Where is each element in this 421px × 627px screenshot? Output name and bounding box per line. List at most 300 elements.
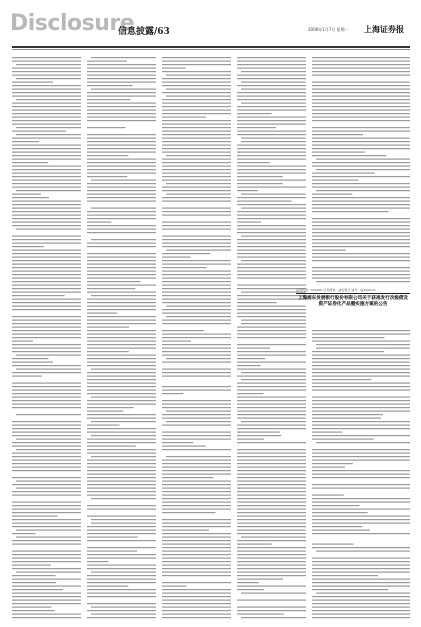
text-line <box>87 260 156 261</box>
text-line <box>312 85 410 86</box>
text-line <box>87 393 156 394</box>
text-line <box>312 372 410 373</box>
text-line <box>241 421 306 422</box>
text-line <box>87 575 156 576</box>
text-line <box>12 603 81 604</box>
text-line <box>162 589 231 590</box>
text-line <box>12 327 81 328</box>
text-line <box>87 551 137 552</box>
text-line <box>237 523 306 524</box>
text-line <box>16 355 81 356</box>
text-line <box>12 442 81 443</box>
text-line <box>237 456 306 457</box>
text-line <box>162 551 231 552</box>
text-line <box>12 246 44 247</box>
text-line <box>12 540 81 541</box>
text-line <box>12 456 81 457</box>
text-line <box>237 554 306 555</box>
text-line <box>237 442 306 443</box>
text-line <box>237 498 306 499</box>
text-line <box>237 166 306 167</box>
text-line <box>237 358 265 359</box>
text-line <box>87 64 156 65</box>
text-line <box>162 355 231 356</box>
text-line <box>87 414 156 415</box>
text-line <box>312 614 410 615</box>
text-line <box>241 617 306 618</box>
text-line <box>312 330 410 331</box>
text-line <box>87 320 156 321</box>
text-line <box>87 526 156 527</box>
text-line <box>162 78 231 79</box>
text-line <box>12 222 81 223</box>
text-line <box>312 351 384 352</box>
text-line <box>12 124 81 125</box>
text-line <box>312 418 381 419</box>
text-line <box>12 89 81 90</box>
text-line <box>162 323 231 324</box>
text-line <box>312 243 410 244</box>
text-line <box>312 173 375 174</box>
text-line <box>162 271 231 272</box>
text-line <box>87 306 156 307</box>
text-line <box>87 281 140 282</box>
text-line <box>162 309 231 310</box>
notice-rule <box>296 293 410 294</box>
text-line <box>237 561 306 562</box>
text-line <box>162 169 231 170</box>
text-line <box>312 68 410 69</box>
text-line <box>312 383 410 384</box>
text-line <box>312 407 410 408</box>
text-line <box>87 610 156 611</box>
text-lines <box>312 55 410 621</box>
text-line <box>316 281 410 282</box>
text-line <box>162 113 231 114</box>
text-line <box>12 526 81 527</box>
text-line <box>237 169 306 170</box>
text-line <box>237 180 306 181</box>
text-line <box>162 173 231 174</box>
text-line <box>166 306 231 307</box>
text-line <box>162 540 231 541</box>
text-line <box>237 460 306 461</box>
header-subrule <box>12 49 410 50</box>
text-line <box>87 365 156 366</box>
text-line <box>162 537 231 538</box>
text-line <box>162 330 204 331</box>
text-line <box>87 481 156 482</box>
text-line <box>312 603 410 604</box>
text-line <box>162 530 209 531</box>
text-line <box>162 607 231 608</box>
text-line <box>312 246 410 247</box>
text-line <box>12 113 81 114</box>
text-line <box>237 449 306 450</box>
text-line <box>312 432 342 433</box>
text-line <box>237 197 306 198</box>
text-line <box>12 348 81 349</box>
text-line <box>87 428 156 429</box>
text-lines <box>12 55 81 621</box>
text-line <box>162 610 231 611</box>
text-line <box>91 498 156 499</box>
text-line <box>237 257 306 258</box>
text-line <box>312 547 410 548</box>
text-line <box>312 439 374 440</box>
text-line <box>12 106 81 107</box>
text-line <box>162 572 231 573</box>
text-line <box>237 362 306 363</box>
text-line <box>312 589 388 590</box>
text-line <box>87 152 156 153</box>
text-line <box>162 225 231 226</box>
text-line <box>12 505 81 506</box>
text-line <box>312 505 359 506</box>
text-line <box>12 71 81 72</box>
text-line <box>237 155 306 156</box>
text-line <box>312 355 410 356</box>
text-line <box>237 586 306 587</box>
text-line <box>12 194 41 195</box>
text-line <box>312 600 410 601</box>
text-line <box>12 110 81 111</box>
text-line <box>87 449 156 450</box>
text-line <box>312 502 410 503</box>
text-line <box>312 470 410 471</box>
text-line <box>162 526 231 527</box>
text-line <box>237 267 306 268</box>
text-line <box>87 603 156 604</box>
text-line <box>312 397 410 398</box>
text-line <box>237 414 306 415</box>
text-line <box>91 572 156 573</box>
text-line <box>87 495 156 496</box>
text-line <box>162 162 231 163</box>
text-line <box>12 218 81 219</box>
text-line <box>312 477 410 478</box>
text-line <box>162 334 231 335</box>
text-line <box>162 523 231 524</box>
text-line <box>91 456 156 457</box>
text-line <box>12 432 81 433</box>
text-line <box>12 617 81 618</box>
text-line <box>312 453 410 454</box>
text-line <box>12 610 55 611</box>
text-line <box>87 218 156 219</box>
text-line <box>12 516 57 517</box>
text-line <box>162 547 231 548</box>
text-line <box>87 390 156 391</box>
text-line <box>162 439 231 440</box>
text-line <box>312 369 410 370</box>
text-line <box>312 376 410 377</box>
text-line <box>237 614 284 615</box>
text-line <box>16 530 81 531</box>
text-line <box>241 208 306 209</box>
text-line <box>312 89 410 90</box>
text-line <box>237 383 306 384</box>
text-line <box>87 411 123 412</box>
text-column-5 <box>312 55 410 621</box>
text-line <box>12 421 81 422</box>
text-line <box>87 582 156 583</box>
text-line <box>162 285 231 286</box>
text-line <box>237 344 306 345</box>
text-line <box>12 491 81 492</box>
text-line <box>162 498 231 499</box>
text-line <box>162 575 231 576</box>
text-line <box>312 211 389 212</box>
text-line <box>312 379 371 380</box>
text-line <box>12 582 56 583</box>
text-line <box>16 369 81 370</box>
text-line <box>12 253 81 254</box>
text-line <box>162 99 231 100</box>
text-line <box>87 407 134 408</box>
text-line <box>87 288 135 289</box>
text-lines <box>162 55 231 621</box>
text-line <box>237 369 306 370</box>
text-line <box>87 505 156 506</box>
text-line <box>162 152 231 153</box>
text-line <box>166 183 231 184</box>
text-line <box>162 509 231 510</box>
text-line <box>162 127 231 128</box>
text-line <box>91 435 156 436</box>
text-line <box>237 120 306 121</box>
text-line <box>312 208 410 209</box>
text-line <box>312 75 410 76</box>
text-line <box>12 187 81 188</box>
text-line <box>12 117 81 118</box>
text-line <box>312 341 410 342</box>
text-line <box>162 278 231 279</box>
text-line <box>162 281 231 282</box>
text-line <box>162 477 214 478</box>
text-line <box>312 386 410 387</box>
text-line <box>237 533 306 534</box>
text-line <box>162 558 231 559</box>
text-line <box>312 106 410 107</box>
text-line <box>237 92 306 93</box>
text-line <box>12 386 81 387</box>
text-line <box>162 201 231 202</box>
text-line <box>91 239 156 240</box>
text-line <box>237 411 306 412</box>
text-line <box>162 386 231 387</box>
text-line <box>237 250 306 251</box>
text-line <box>87 92 156 93</box>
text-line <box>162 208 231 209</box>
text-line <box>12 103 81 104</box>
text-line <box>237 68 306 69</box>
text-line <box>12 155 81 156</box>
text-line <box>87 75 156 76</box>
text-line <box>237 400 306 401</box>
text-line <box>16 449 81 450</box>
text-line <box>312 120 410 121</box>
text-line <box>12 243 81 244</box>
text-line <box>241 537 306 538</box>
text-line <box>87 509 156 510</box>
text-line <box>12 274 81 275</box>
text-line <box>162 544 231 545</box>
text-line <box>87 159 156 160</box>
text-line <box>12 390 81 391</box>
text-line <box>12 138 81 139</box>
text-line <box>312 201 410 202</box>
text-line <box>312 565 410 566</box>
text-line <box>87 148 156 149</box>
text-line <box>312 474 410 475</box>
text-line <box>312 425 410 426</box>
text-line <box>237 428 306 429</box>
text-line <box>87 253 156 254</box>
text-line <box>312 166 410 167</box>
brand-logo: Disclosure <box>10 11 135 36</box>
text-line <box>87 134 156 135</box>
text-line <box>162 442 193 443</box>
text-line <box>87 470 156 471</box>
newspaper-logo: 上海证券报 <box>364 24 404 34</box>
text-line <box>162 337 231 338</box>
text-line <box>87 197 156 198</box>
text-line <box>162 267 207 268</box>
text-line <box>162 400 231 401</box>
text-line <box>87 442 156 443</box>
text-line <box>162 474 231 475</box>
text-line <box>162 295 231 296</box>
text-line <box>312 103 410 104</box>
text-line <box>12 82 53 83</box>
text-line <box>312 131 410 132</box>
text-line <box>162 519 231 520</box>
text-line <box>87 400 156 401</box>
text-line <box>87 467 156 468</box>
text-line <box>162 148 231 149</box>
text-line <box>237 110 306 111</box>
text-line <box>162 600 231 601</box>
text-line <box>12 57 81 58</box>
text-line <box>237 551 306 552</box>
text-line <box>91 421 156 422</box>
text-line <box>316 344 410 345</box>
text-line <box>87 257 156 258</box>
text-line <box>237 75 306 76</box>
text-column-2 <box>87 55 156 621</box>
text-line <box>237 124 306 125</box>
text-line <box>12 239 81 240</box>
text-line <box>87 232 156 233</box>
text-line <box>312 96 410 97</box>
text-line <box>12 183 81 184</box>
text-line <box>162 418 231 419</box>
text-line <box>87 103 156 104</box>
text-line <box>12 85 81 86</box>
text-line <box>237 162 270 163</box>
text-line <box>162 512 215 513</box>
text-line <box>12 75 81 76</box>
text-line <box>316 348 410 349</box>
text-line <box>12 428 81 429</box>
text-line <box>87 285 156 286</box>
text-line <box>12 589 63 590</box>
text-line <box>87 271 156 272</box>
text-line <box>12 446 81 447</box>
text-line <box>12 180 81 181</box>
text-line <box>162 197 231 198</box>
text-line <box>87 85 133 86</box>
text-line <box>16 127 81 128</box>
text-line <box>91 57 156 58</box>
text-line <box>237 246 306 247</box>
text-line <box>162 61 231 62</box>
text-line <box>166 316 231 317</box>
text-line <box>87 68 156 69</box>
text-line <box>87 379 156 380</box>
text-line <box>312 99 410 100</box>
text-line <box>237 488 306 489</box>
text-lines <box>237 55 306 621</box>
text-line <box>241 236 306 237</box>
text-line <box>237 99 306 100</box>
text-line <box>87 138 156 139</box>
text-line <box>87 484 156 485</box>
text-line <box>237 274 306 275</box>
text-line <box>162 299 231 300</box>
text-line <box>162 341 191 342</box>
text-line <box>162 211 231 212</box>
text-line <box>12 551 81 552</box>
text-line <box>162 393 183 394</box>
text-line <box>87 554 156 555</box>
text-line <box>16 190 81 191</box>
text-line <box>312 204 410 205</box>
text-line <box>12 68 81 69</box>
text-line <box>312 421 410 422</box>
text-column-3 <box>162 55 231 621</box>
text-line <box>312 334 410 335</box>
text-line <box>12 554 81 555</box>
text-line <box>316 169 410 170</box>
text-line <box>87 537 138 538</box>
text-line <box>12 460 81 461</box>
text-line <box>12 166 81 167</box>
text-line <box>162 463 231 464</box>
text-line <box>237 183 283 184</box>
text-line <box>312 113 410 114</box>
text-line <box>312 449 410 450</box>
text-line <box>312 257 410 258</box>
text-line <box>87 351 129 352</box>
text-line <box>162 82 231 83</box>
text-line <box>87 561 108 562</box>
text-line <box>237 463 306 464</box>
text-line <box>312 187 410 188</box>
text-line <box>87 110 156 111</box>
text-line <box>316 159 410 160</box>
text-line <box>312 218 410 219</box>
text-line <box>237 229 306 230</box>
text-line <box>87 355 156 356</box>
text-line <box>237 530 306 531</box>
text-line <box>12 236 81 237</box>
text-line <box>162 586 187 587</box>
text-line <box>162 64 231 65</box>
text-line <box>162 481 231 482</box>
text-line <box>237 127 276 128</box>
